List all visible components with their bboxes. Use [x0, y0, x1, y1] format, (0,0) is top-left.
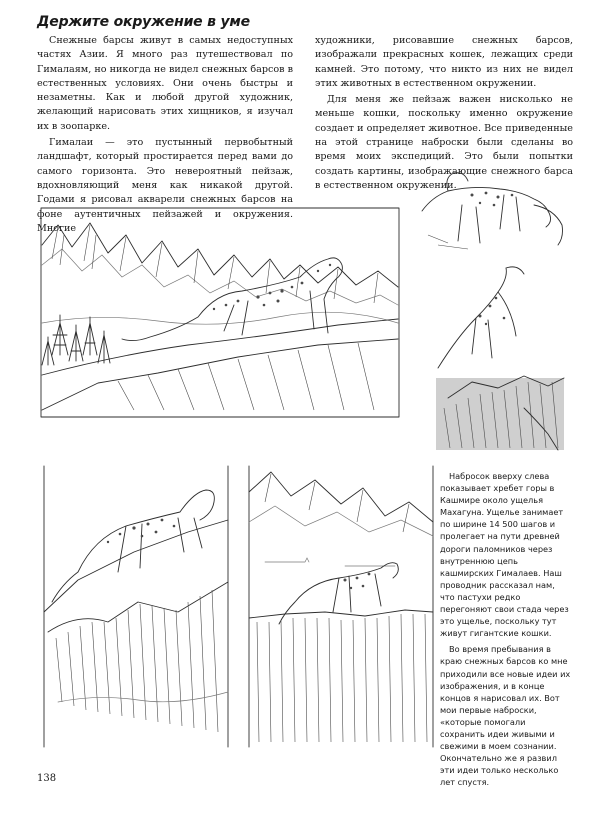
sketch-leopard-on-ledge	[38, 462, 234, 752]
sketch-mountain-leopard	[38, 205, 402, 420]
paragraph: Для меня же пейзаж важен нисколько не меньше кошки, поскольку именно окружение создает и определяет животное. Все приведенные на этой странице наброски были сделаны во время моих экспедиций. Это были попытки создать картины, изображающие снежного барса в естественном окружении.	[315, 94, 573, 191]
paragraph: Снежные барсы живут в самых недоступных частях Азии. Я много раз путешествовал по Гималаям, но никогда не видел снежных барсов в естественных условиях. Они очень быстры и незаметны. Как и любой другой художник, желающий нарисовать этих хищников, я изучал их в зоопарке.	[37, 35, 293, 132]
caption-paragraph: Во время пребывания в краю снежных барсов ко мне приходили все новые идеи их изображения, и в конце концов я нарисовал их. Вот мои первые наброски, «которые помогали сохранить идеи живыми и свежими в моем сознании. Окончательно же я развил эти идеи только несколько лет спустя.	[440, 644, 571, 788]
paragraph: художники, рисовавшие снежных барсов, изображали прекрасных кошек, лежащих среди камней. Это потому, что никто из них не видел этих животных в естественном окружении.	[315, 35, 573, 89]
sketch-leopard-on-rocks	[428, 258, 573, 453]
section-heading: Держите окружение в уме	[37, 14, 250, 30]
caption-paragraph: Набросок вверху слева показывает хребет горы в Кашмире около ущелья Махагуна. Ущелье занимает по ширине 14 500 шагов и пролегает на пути древней дороги паломников через внутреннюю цепь кашмирских Гималаев. Наш проводник рассказал нам, что пастухи редко перегоняют свои стада через это ущелье, поскольку тут живут гигантские кошки.	[440, 471, 569, 639]
sketch-mountains-leopard-cliff	[245, 462, 437, 752]
page-number: 138	[37, 773, 57, 784]
paragraph: Гималаи — это пустынный первобытный ландшафт, который простирается перед вами до самого горизонта. Это невероятный пейзаж, вдохновляющий меня как никакой другой. Годами я рисовал акварели снежных барсов на фоне аутентичных пейзажей и окружения. Многие	[37, 137, 293, 234]
sketch-caption	[440, 470, 572, 788]
sketch-leopard-walking	[408, 165, 568, 255]
